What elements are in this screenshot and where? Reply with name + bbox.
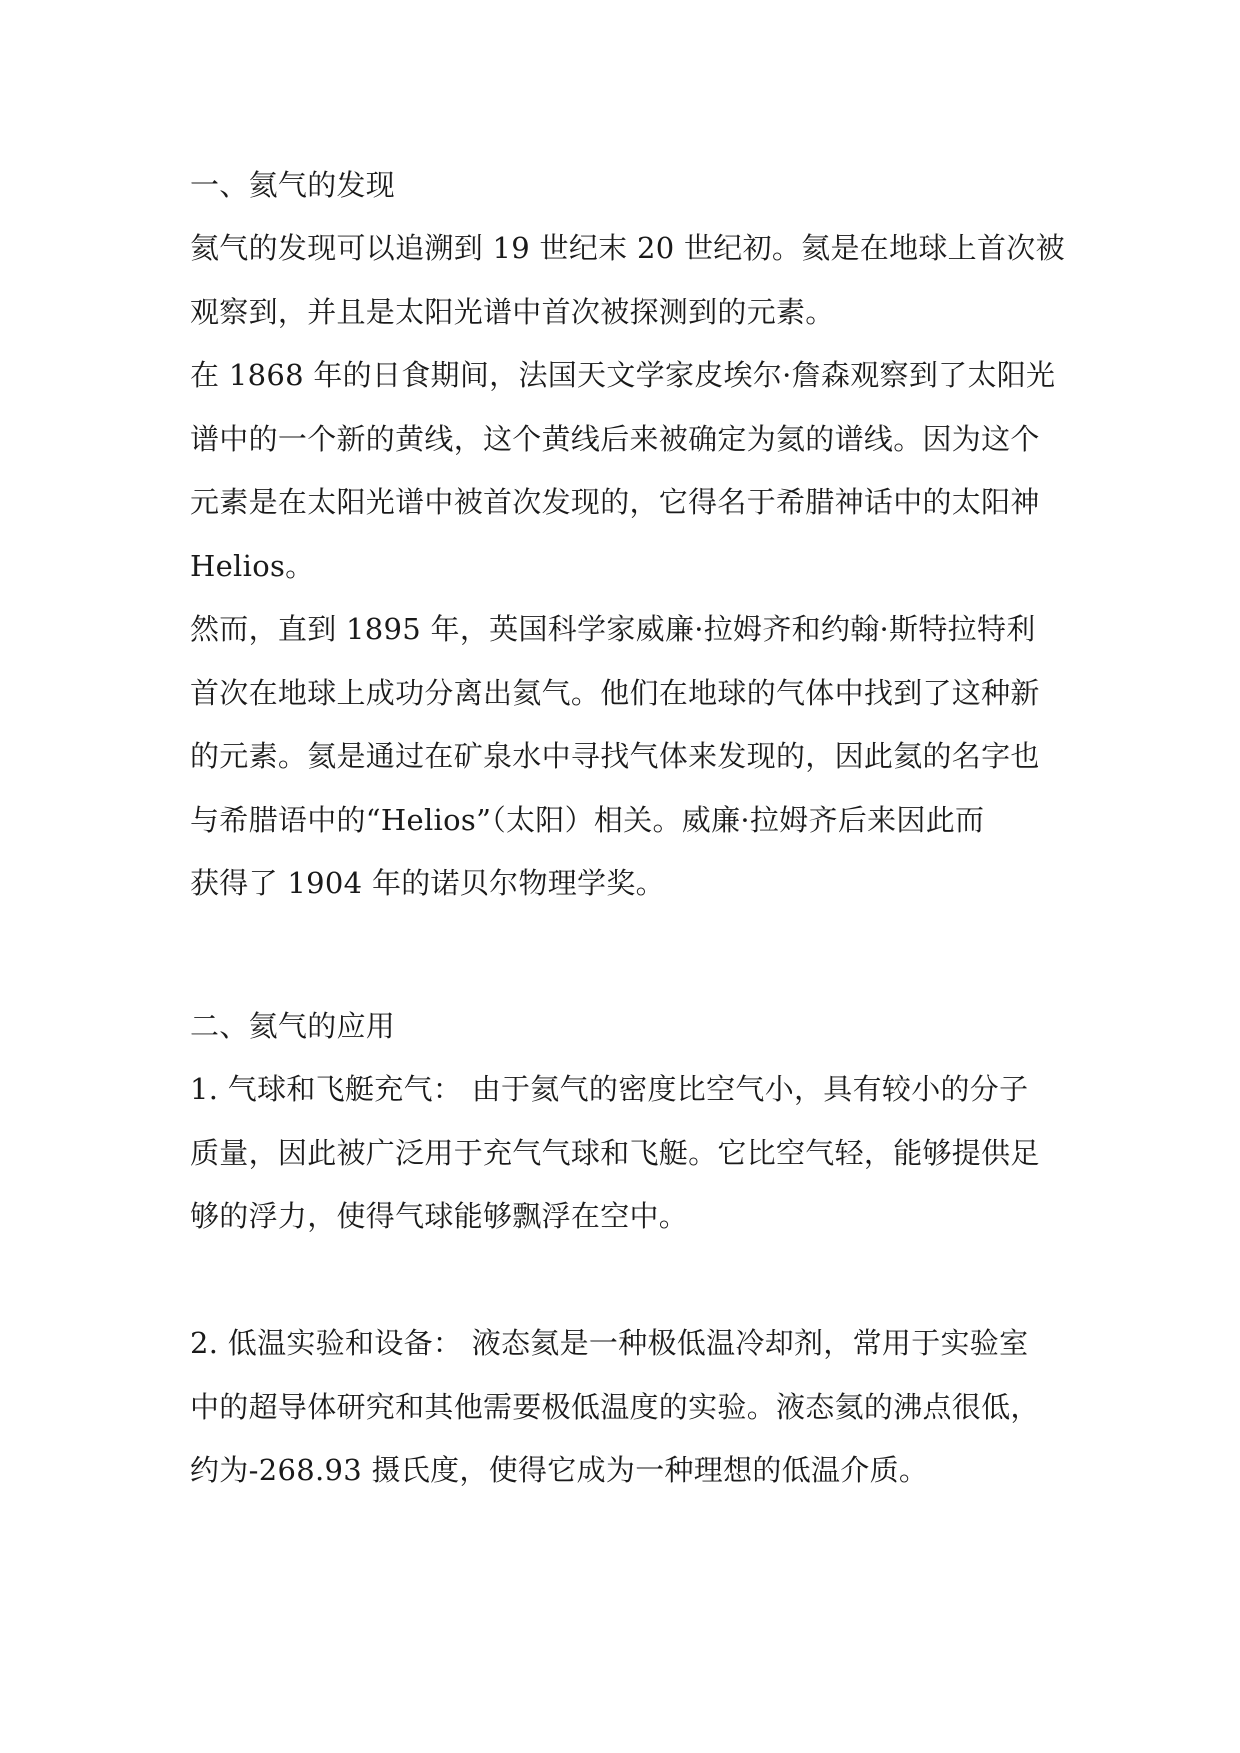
text-line: Helios。 xyxy=(190,549,315,583)
text-line: 2. 低温实验和设备： 液态氦是一种极低温冷却剂，常用于实验室 xyxy=(190,1326,1029,1360)
text-line: 质量，因此被广泛用于充气气球和飞艇。它比空气轻，能够提供足 xyxy=(190,1136,1040,1170)
text-line: 氦气的发现可以追溯到 19 世纪末 20 世纪初。氦是在地球上首次被 xyxy=(190,231,1065,265)
text-line: 观察到，并且是太阳光谱中首次被探测到的元素。 xyxy=(190,295,835,329)
section-heading-discovery: 一、氦气的发现 xyxy=(190,168,396,202)
text-line: 在 1868 年的日食期间，法国天文学家皮埃尔·詹森观察到了太阳光 xyxy=(190,358,1056,392)
text-line: 与希腊语中的“Helios”（太阳）相关。威廉·拉姆齐后来因此而 xyxy=(190,803,985,837)
text-line: 首次在地球上成功分离出氦气。他们在地球的气体中找到了这种新 xyxy=(190,676,1040,710)
text-line: 获得了 1904 年的诺贝尔物理学奖。 xyxy=(190,866,665,900)
text-line: 约为-268.93 摄氏度，使得它成为一种理想的低温介质。 xyxy=(190,1453,929,1487)
text-line: 中的超导体研究和其他需要极低温度的实验。液态氦的沸点很低， xyxy=(190,1390,1040,1424)
text-line: 1. 气球和飞艇充气： 由于氦气的密度比空气小，具有较小的分子 xyxy=(190,1072,1029,1106)
text-line: 谱中的一个新的黄线，这个黄线后来被确定为氦的谱线。因为这个 xyxy=(190,422,1040,456)
text-line: 元素是在太阳光谱中被首次发现的，它得名于希腊神话中的太阳神 xyxy=(190,485,1040,519)
text-line: 的元素。氦是通过在矿泉水中寻找气体来发现的，因此氦的名字也 xyxy=(190,739,1040,773)
text-line: 够的浮力，使得气球能够飘浮在空中。 xyxy=(190,1199,689,1233)
section-heading-applications: 二、氦气的应用 xyxy=(190,1009,396,1043)
text-line: 然而，直到 1895 年，英国科学家威廉·拉姆齐和约翰·斯特拉特利 xyxy=(190,612,1036,646)
